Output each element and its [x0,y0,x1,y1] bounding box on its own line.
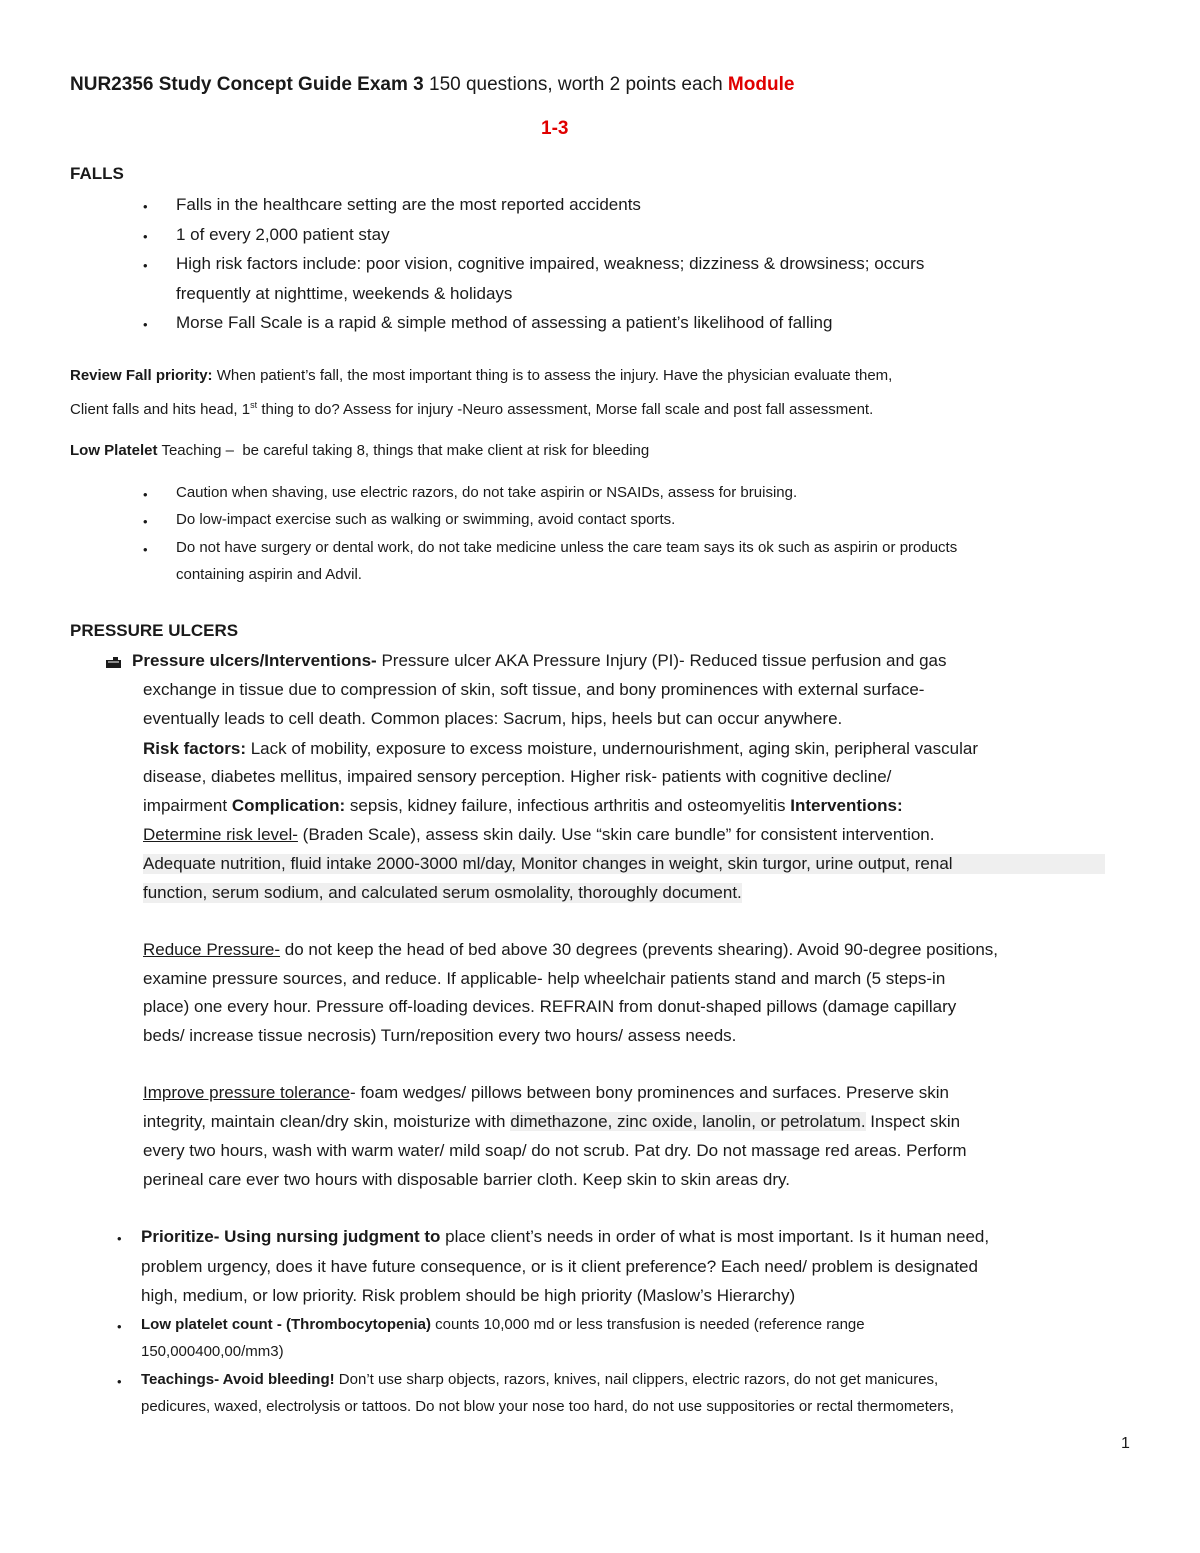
platelet-count-line: 150,000400,00/mm3) [141,1343,284,1360]
low-platelet-bullet: Caution when shaving, use electric razors, do not take aspirin or NSAIDs, assess for bruising. [176,484,798,501]
reduce-pressure-line: beds/ increase tissue necrosis) Turn/reposition every two hours/ assess needs. [143,1026,737,1045]
low-platelet-heading: Low Platelet Teaching – be careful taking 8, things that make client at risk for bleeding [70,442,650,459]
reduce-pressure-line: examine pressure sources, and reduce. If applicable- help wheelchair patients stand and march (5 steps-in [143,969,946,988]
bullet-icon: • [117,1231,122,1246]
pressure-line: eventually leads to cell death. Common places: Sacrum, hips, heels but can occur anywhere. [143,709,843,728]
title-course: NUR2356 Study Concept Guide Exam 3 [70,74,424,95]
document-title [70,74,794,96]
hand-pointer-icon [105,654,123,675]
improve-tolerance-line: perineal care ever two hours with disposable barrier cloth. Keep skin to skin areas dry. [143,1170,790,1189]
improve-tolerance-line: every two hours, wash with warm water/ mild soap/ do not scrub. Pat dry. Do not massage red areas. Perform [143,1141,967,1160]
title-module-range: 1-3 [541,118,569,139]
pressure-line: Pressure ulcers/Interventions- Pressure ulcer AKA Pressure Injury (PI)- Reduced tissue perfusion and gas [132,651,947,670]
bullet-icon: • [143,317,148,332]
pressure-heading: PRESSURE ULCERS [70,621,239,640]
falls-bullet: Morse Fall Scale is a rapid & simple method of assessing a patient’s likelihood of falling [176,313,833,332]
page-number: 1 [1121,1435,1130,1452]
improve-tolerance-line: integrity, maintain clean/dry skin, moisturize with dimethazone, zinc oxide, lanolin, or petrolatum. Inspect skin [143,1112,961,1131]
reduce-pressure-line: place) one every hour. Pressure off-loading devices. REFRAIN from donut-shaped pillows (damage capillary [143,997,957,1016]
teachings-line: Teachings- Avoid bleeding! Don’t use sharp objects, razors, knives, nail clippers, electric razors, do not get manicures, [141,1371,939,1388]
falls-bullet-continued: frequently at nighttime, weekends & holidays [176,284,513,303]
pressure-line: Risk factors: Lack of mobility, exposure to excess moisture, undernourishment, aging skin, peripheral vascular [143,739,978,758]
prioritize-line: Prioritize- Using nursing judgment to place client’s needs in order of what is most important. Is it human need, [141,1227,990,1246]
bullet-icon: • [143,514,148,529]
pressure-line-highlighted: Adequate nutrition, fluid intake 2000-3000 ml/day, Monitor changes in weight, skin turgor, urine output, renal [143,854,1105,874]
title-module: Module [727,74,795,95]
prioritize-line: high, medium, or low priority. Risk problem should be high priority (Maslow’s Hierarchy) [141,1286,796,1305]
bullet-icon: • [143,487,148,502]
bullet-icon: • [143,229,148,244]
title-details: 150 questions, worth 2 points each [429,74,723,95]
reduce-pressure-line: Reduce Pressure- do not keep the head of bed above 30 degrees (prevents shearing). Avoid 90-degree positions, [143,940,998,959]
pressure-line: exchange in tissue due to compression of skin, soft tissue, and bony prominences with external surface- [143,680,925,699]
bullet-icon: • [143,542,148,557]
falls-bullet: Falls in the healthcare setting are the most reported accidents [176,195,641,214]
bullet-icon: • [117,1319,122,1334]
review-label: Review Fall priority: [70,367,213,384]
low-platelet-bullet: Do not have surgery or dental work, do not take medicine unless the care team says its ok such as aspirin or products [176,539,958,556]
pressure-line: impairment Complication: sepsis, kidney failure, infectious arthritis and osteomyelitis Interventions: [143,796,903,815]
review-line-2: Client falls and hits head, 1st thing to do? Assess for injury -Neuro assessment, Morse fall scale and post fall assessment. [70,400,874,418]
pressure-line-highlighted: function, serum sodium, and calculated serum osmolality, thoroughly document. [143,883,742,902]
platelet-count-line: Low platelet count - (Thrombocytopenia) counts 10,000 md or less transfusion is needed (reference range [141,1316,865,1333]
falls-heading: FALLS [70,164,124,183]
low-platelet-bullet-continued: containing aspirin and Advil. [176,566,362,583]
prioritize-line: problem urgency, does it have future consequence, or is it client preference? Each need/ problem is designated [141,1257,978,1276]
bullet-icon: • [143,258,148,273]
teachings-line: pedicures, waxed, electrolysis or tattoos. Do not blow your nose too hard, do not use suppositories or rectal thermometers, [141,1398,954,1415]
falls-bullet: High risk factors include: poor vision, cognitive impaired, weakness; dizziness & drowsiness; occurs [176,254,925,273]
pressure-line: disease, diabetes mellitus, impaired sensory perception. Higher risk- patients with cognitive decline/ [143,767,892,786]
improve-tolerance-line: Improve pressure tolerance- foam wedges/ pillows between bony prominences and surfaces. Preserve skin [143,1083,950,1102]
bullet-icon: • [117,1374,122,1389]
review-line-1: Review Fall priority: When patient’s fall, the most important thing is to assess the injury. Have the physician evaluate them, [70,367,893,384]
falls-bullet: 1 of every 2,000 patient stay [176,225,390,244]
bullet-icon: • [143,199,148,214]
pressure-line: Determine risk level- (Braden Scale), assess skin daily. Use “skin care bundle” for consistent intervention. [143,825,935,844]
low-platelet-bullet: Do low-impact exercise such as walking or swimming, avoid contact sports. [176,511,676,528]
